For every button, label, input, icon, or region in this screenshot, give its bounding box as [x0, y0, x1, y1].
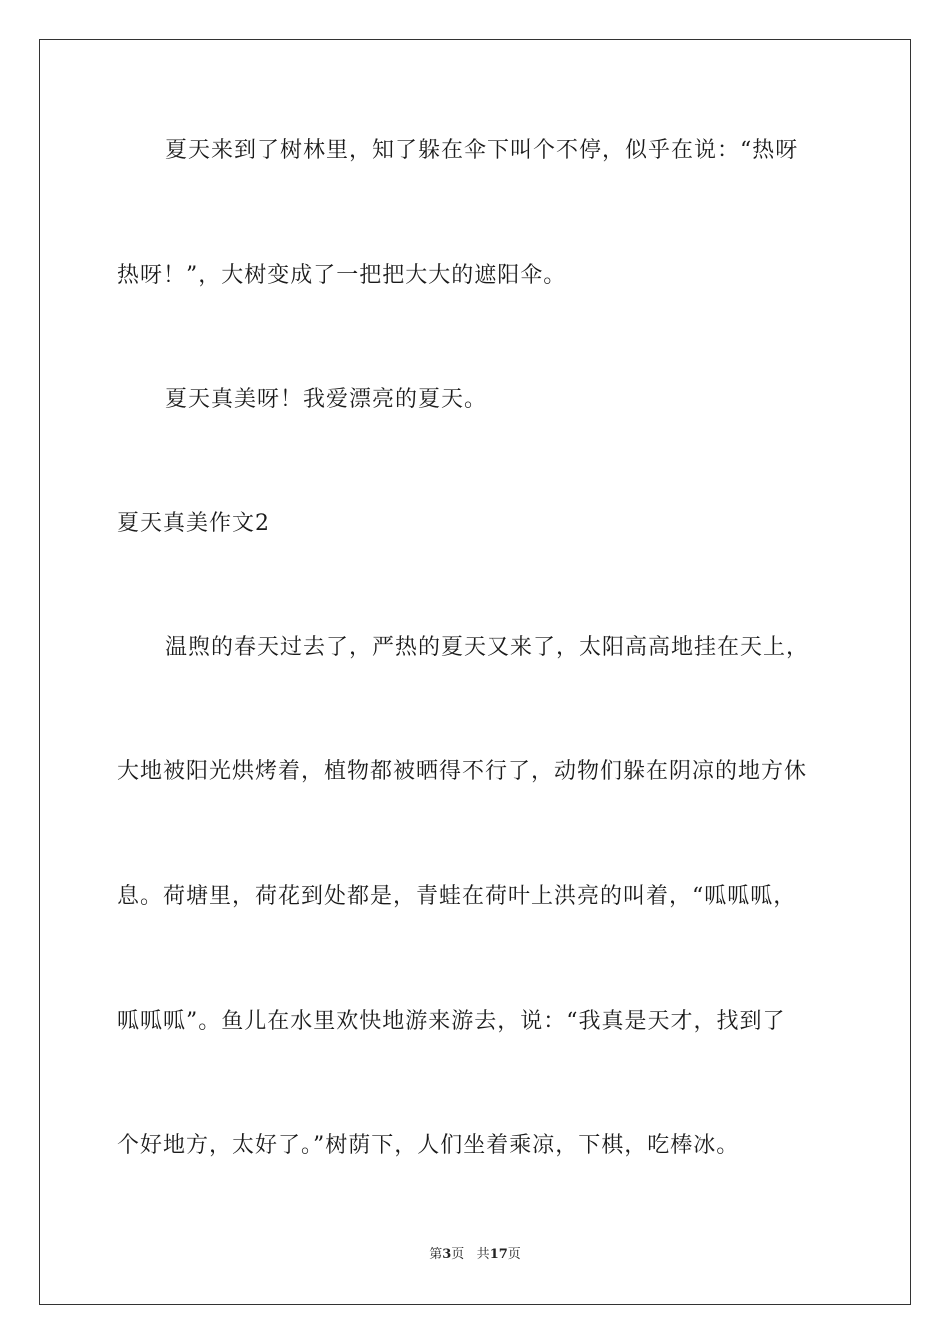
page-frame	[39, 39, 911, 1305]
total-prefix: 共	[476, 1247, 490, 1262]
paragraph-line: 呱呱呱”。鱼儿在水里欢快地游来游去，说：“我真是天才，找到了	[117, 1009, 786, 1034]
paragraph-line: 热呀！”，大树变成了一把把大大的遮阳伞。	[117, 263, 567, 288]
paragraph-line: 大地被阳光烘烤着，植物都被晒得不行了，动物们躲在阴凉的地方休	[117, 759, 808, 784]
paragraph-line: 息。荷塘里，荷花到处都是，青蛙在荷叶上洪亮的叫着，“呱呱呱，	[117, 884, 797, 909]
total-pages: 17	[489, 1247, 508, 1262]
paragraph-line: 温煦的春天过去了，严热的夏天又来了，太阳高高地挂在天上，	[165, 635, 810, 660]
page-suffix: 页	[451, 1247, 465, 1262]
paragraph-line: 个好地方，太好了。”树荫下，人们坐着乘凉，下棋，吃棒冰。	[117, 1133, 740, 1158]
paragraph-line: 夏天真美呀！我爱漂亮的夏天。	[165, 387, 488, 412]
page-number: 3	[442, 1247, 452, 1262]
paragraph-line: 夏天来到了树林里，知了躲在伞下叫个不停，似乎在说：“热呀	[165, 138, 799, 163]
total-suffix: 页	[507, 1247, 521, 1262]
page-footer	[0, 1246, 950, 1264]
page-prefix: 第	[429, 1247, 443, 1262]
section-heading: 夏天真美作文2	[117, 511, 270, 536]
